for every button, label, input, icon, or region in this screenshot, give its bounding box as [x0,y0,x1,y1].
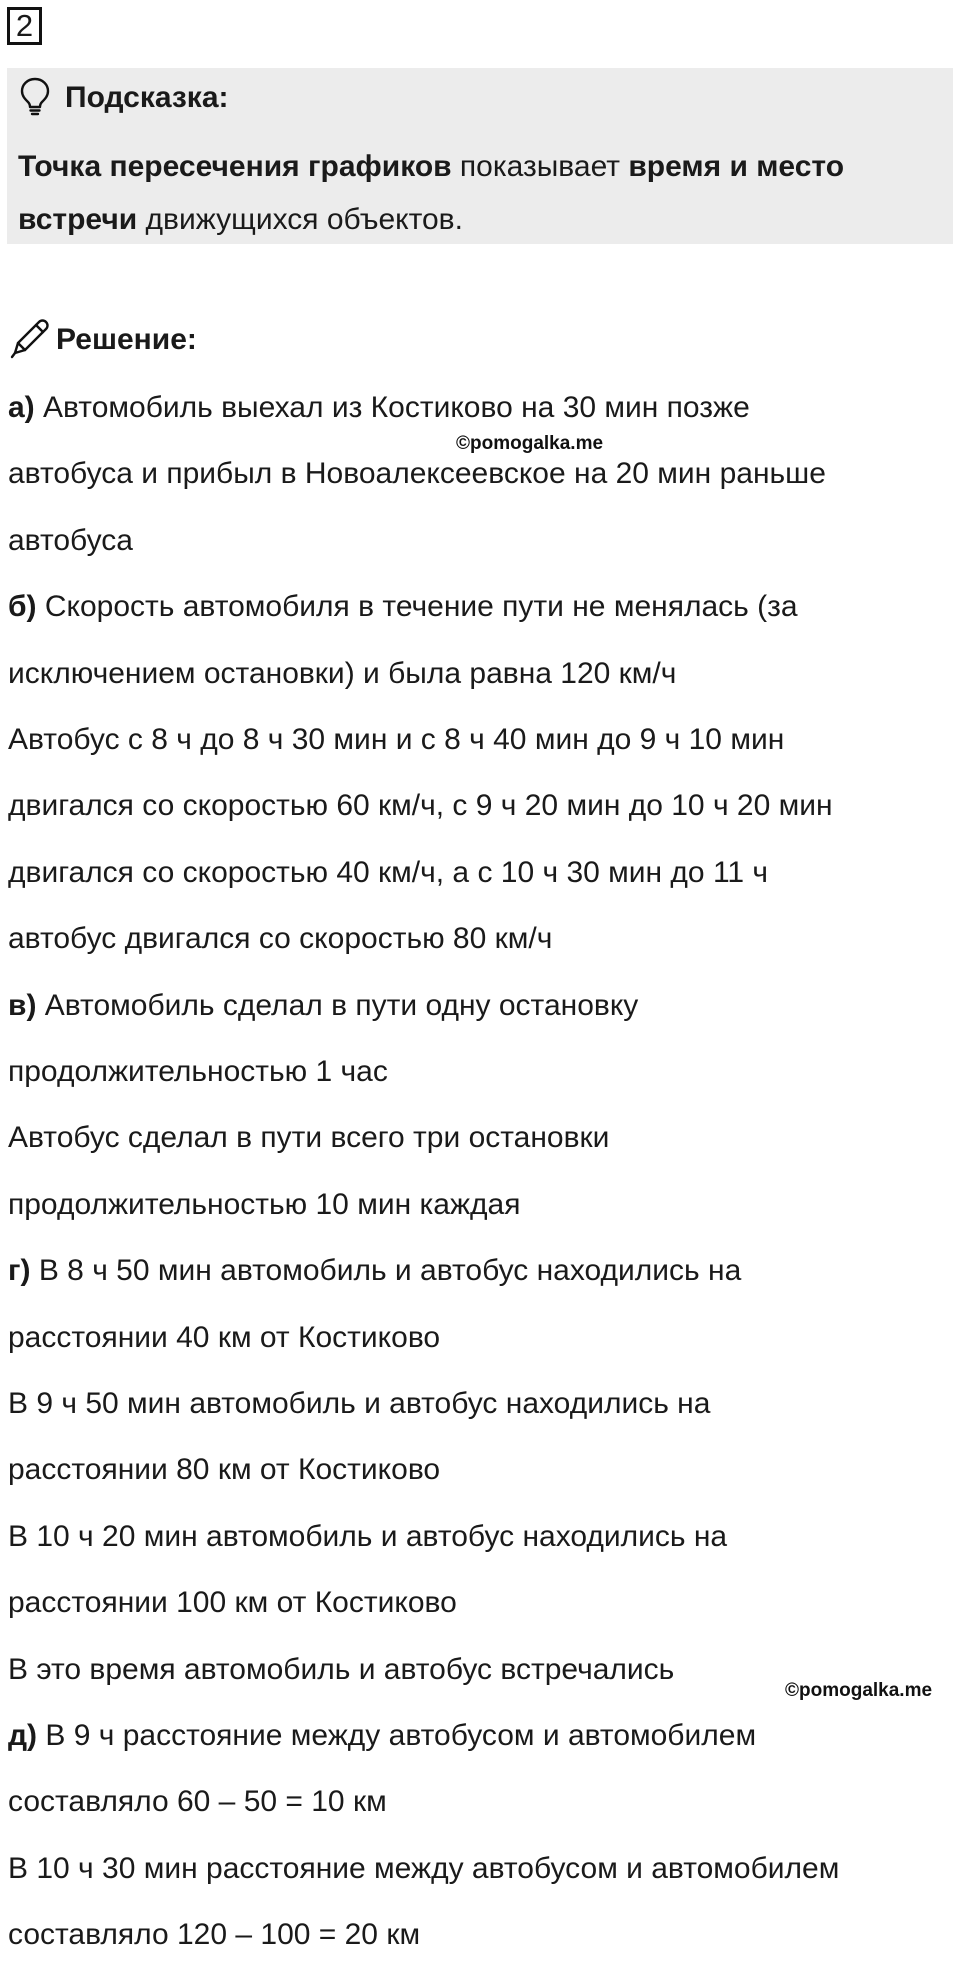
solution-line [8,454,826,494]
item-prefix: д) [8,1719,38,1752]
line-text: автобус двигался со скоростью 80 км/ч [8,922,553,955]
lightbulb-icon [19,76,51,121]
solution-line [8,786,833,826]
solution-line [8,1782,387,1822]
item-prefix: в) [8,989,37,1022]
line-text: автобуса и прибыл в Новоалексеевское на 20 мин раньше [8,457,826,490]
solution-line [8,1849,839,1889]
solution-line [8,388,750,428]
line-text: двигался со скоростью 60 км/ч, с 9 ч 20 мин до 10 ч 20 мин [8,789,833,822]
line-text: автобуса [8,524,133,557]
solution-line [8,1384,710,1424]
item-prefix: а) [8,391,35,424]
pencil-icon [8,316,52,365]
solution-title: Решение: [56,323,197,356]
line-text: составляло 120 – 100 = 20 км [8,1918,421,1951]
solution-line [8,919,552,959]
line-text: двигался со скоростью 40 км/ч, а с 10 ч 30 мин до 11 ч [8,856,769,889]
solution-line [8,986,638,1026]
line-text: продолжительностью 1 час [8,1055,388,1088]
solution-line [8,1517,727,1557]
watermark: ©pomogalka.me [785,1680,933,1701]
hint-mid: показывает [451,150,629,183]
solution-line [8,1251,741,1291]
hint-bold-2: время и место встречи [18,150,845,236]
line-text: В это время автомобиль и автобус встречались [8,1653,675,1686]
solution-line [8,1583,457,1623]
item-prefix: б) [8,590,37,623]
line-text: Автобус сделал в пути всего три остановки [8,1121,610,1154]
line-text: Автомобиль выехал из Костиково на 30 мин позже [34,391,750,424]
line-text: составляло 60 – 50 = 10 км [8,1785,387,1818]
watermark: ©pomogalka.me [456,433,604,454]
line-text: В 10 ч 20 мин автомобиль и автобус находились на [8,1520,728,1553]
line-text: Автобус с 8 ч до 8 ч 30 мин и с 8 ч 40 мин до 9 ч 10 мин [8,723,785,756]
hint-bold-1: Точка пересечения графиков [18,150,452,183]
line-text: В 9 ч 50 мин автомобиль и автобус находились на [8,1387,711,1420]
solution-line [8,521,133,561]
solution-line [8,1450,440,1490]
hint-text [18,140,938,246]
line-text: Скорость автомобиля в течение пути не менялась (за [36,590,798,623]
solution-line [8,853,768,893]
line-text: исключением остановки) и была равна 120 км/ч [8,657,677,690]
line-text: В 8 ч 50 мин автомобиль и автобус находились на [30,1254,742,1287]
hint-title: Подсказка: [65,81,229,114]
task-number: 2 [7,7,42,45]
solution-line [8,1650,674,1690]
line-text: В 10 ч 30 мин расстояние между автобусом и автомобилем [8,1852,840,1885]
solution-line [8,1052,388,1092]
solution-line [8,1716,756,1756]
line-text: расстоянии 40 км от Костиково [8,1321,441,1354]
hint-header [19,78,229,118]
hint-box [7,68,953,244]
line-text: расстоянии 100 км от Костиково [8,1586,457,1619]
solution-line [8,1118,609,1158]
line-text: В 9 ч расстояние между автобусом и автомобилем [37,1719,757,1752]
solution-line [8,587,798,627]
solution-line [8,720,784,760]
line-text: расстоянии 80 км от Костиково [8,1453,441,1486]
item-prefix: г) [8,1254,31,1287]
hint-end: движущихся объектов. [137,203,463,236]
solution-header [8,318,197,362]
solution-line [8,1915,420,1955]
line-text: Автомобиль сделал в пути одну остановку [36,989,639,1022]
solution-line [8,654,676,694]
solution-line [8,1185,520,1225]
solution-line [8,1318,440,1358]
line-text: продолжительностью 10 мин каждая [8,1188,521,1221]
